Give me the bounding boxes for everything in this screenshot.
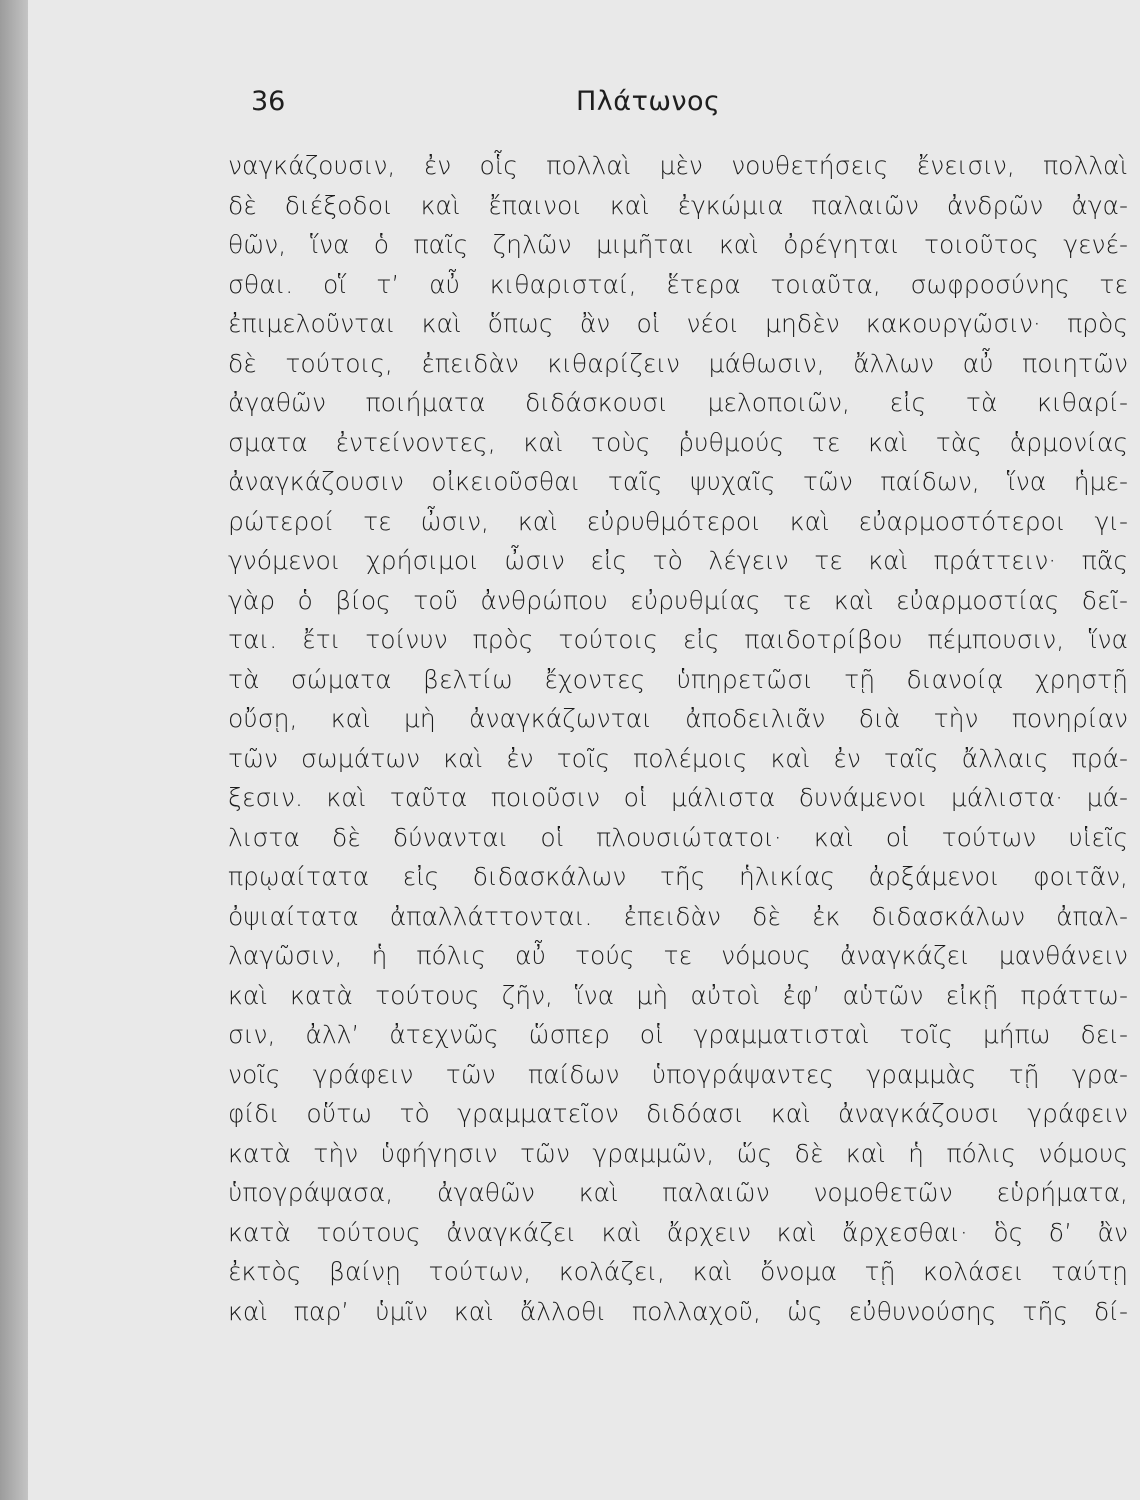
page-edge-shadow <box>0 0 28 1500</box>
text-line: ἀναγκάζουσιν οἰκειοῦσθαι ταῖς ψυχαῖς τῶν παίδων, ἵνα ἡμε- <box>228 467 1128 496</box>
running-head <box>28 86 1140 122</box>
text-line: ναγκάζουσιν, ἐν οἷς πολλαὶ μὲν νουθετήσεις ἔνεισιν, πολλαὶ <box>228 151 1128 180</box>
text-line: ἐπιμελοῦνται καὶ ὅπως ἂν οἱ νέοι μηδὲν κακουργῶσιν· πρὸς <box>228 309 1128 338</box>
text-line: γὰρ ὁ βίος τοῦ ἀνθρώπου εὐρυθμίας τε καὶ εὐαρμοστίας δεῖ- <box>228 585 1128 615</box>
text-line: κατὰ τὴν ὑφήγησιν τῶν γραμμῶν, ὥς δὲ καὶ ἡ πόλις νόμους <box>228 1138 1128 1168</box>
text-line: θῶν, ἵνα ὁ παῖς ζηλῶν μιμῆται καὶ ὀρέγηται τοιοῦτος γενέ- <box>228 230 1128 259</box>
running-title: Πλάτωνος <box>576 86 721 117</box>
text-line: φίδι οὕτω τὸ γραμματεῖον διδόασι καὶ ἀναγκάζουσι γράφειν <box>228 1099 1128 1128</box>
text-line: λαγῶσιν, ἡ πόλις αὖ τούς τε νόμους ἀναγκάζει μανθάνειν <box>228 941 1128 970</box>
text-line: τῶν σωμάτων καὶ ἐν τοῖς πολέμοις καὶ ἐν ταῖς ἄλλαις πρά- <box>228 743 1128 773</box>
text-line: ὀψιαίτατα ἀπαλλάττονται. ἐπειδὰν δὲ ἐκ διδασκάλων ἀπαλ- <box>228 901 1128 931</box>
text-line: δὲ τούτοις, ἐπειδὰν κιθαρίζειν μάθωσιν, ἄλλων αὖ ποιητῶν <box>228 348 1128 378</box>
body-text <box>228 146 1128 1331</box>
text-line: νοῖς γράφειν τῶν παίδων ὑπογράψαντες γραμμὰς τῇ γρα- <box>228 1059 1128 1089</box>
text-line: ρώτεροί τε ὦσιν, καὶ εὐρυθμότεροι καὶ εὐαρμοστότεροι γι- <box>228 506 1128 536</box>
text-line: οὔσῃ, καὶ μὴ ἀναγκάζωνται ἀποδειλιᾶν διὰ τὴν πονηρίαν <box>228 704 1128 733</box>
text-line: λιστα δὲ δύνανται οἱ πλουσιώτατοι· καὶ οἱ τούτων υἱεῖς <box>228 822 1128 852</box>
text-line: ται. ἔτι τοίνυν πρὸς τούτοις εἰς παιδοτρίβου πέμπουσιν, ἵνα <box>228 625 1128 654</box>
text-line: γνόμενοι χρήσιμοι ὦσιν εἰς τὸ λέγειν τε καὶ πράττειν· πᾶς <box>228 546 1128 575</box>
book-page <box>28 0 1140 1500</box>
text-line: σιν, ἀλλ’ ἀτεχνῶς ὥσπερ οἱ γραμματισταὶ τοῖς μήπω δει- <box>228 1020 1128 1049</box>
text-line: ξεσιν. καὶ ταῦτα ποιοῦσιν οἱ μάλιστα δυνάμενοι μάλιστα· μά- <box>228 783 1128 812</box>
text-line: σματα ἐντείνοντες, καὶ τοὺς ῥυθμούς τε καὶ τὰς ἁρμονίας <box>228 427 1128 457</box>
text-line: τὰ σώματα βελτίω ἔχοντες ὑπηρετῶσι τῇ διανοίᾳ χρηστῇ <box>228 664 1128 694</box>
text-line: ὑπογράψασα, ἀγαθῶν καὶ παλαιῶν νομοθετῶν εὑρήματα, <box>228 1178 1128 1207</box>
text-line: σθαι. οἵ τ’ αὖ κιθαρισταί, ἕτερα τοιαῦτα, σωφροσύνης τε <box>228 269 1128 299</box>
text-line: πρῳαίτατα εἰς διδασκάλων τῆς ἡλικίας ἀρξάμενοι φοιτᾶν, <box>228 862 1128 891</box>
text-line: κατὰ τούτους ἀναγκάζει καὶ ἄρχειν καὶ ἄρχεσθαι· ὃς δ’ ἂν <box>228 1217 1128 1247</box>
text-line: καὶ κατὰ τούτους ζῆν, ἵνα μὴ αὐτοὶ ἐφ’ αὑτῶν εἰκῇ πράττω- <box>228 980 1128 1010</box>
page-number: 36 <box>251 86 286 117</box>
text-line: ἐκτὸς βαίνῃ τούτων, κολάζει, καὶ ὄνομα τῇ κολάσει ταύτῃ <box>228 1257 1128 1286</box>
text-line: ἀγαθῶν ποιήματα διδάσκουσι μελοποιῶν, εἰς τὰ κιθαρί- <box>228 388 1128 417</box>
text-line: δὲ διέξοδοι καὶ ἔπαινοι καὶ ἐγκώμια παλαιῶν ἀνδρῶν ἀγα- <box>228 190 1128 220</box>
text-line: καὶ παρ’ ὑμῖν καὶ ἄλλοθι πολλαχοῦ, ὡς εὐθυνούσης τῆς δί- <box>228 1296 1128 1326</box>
